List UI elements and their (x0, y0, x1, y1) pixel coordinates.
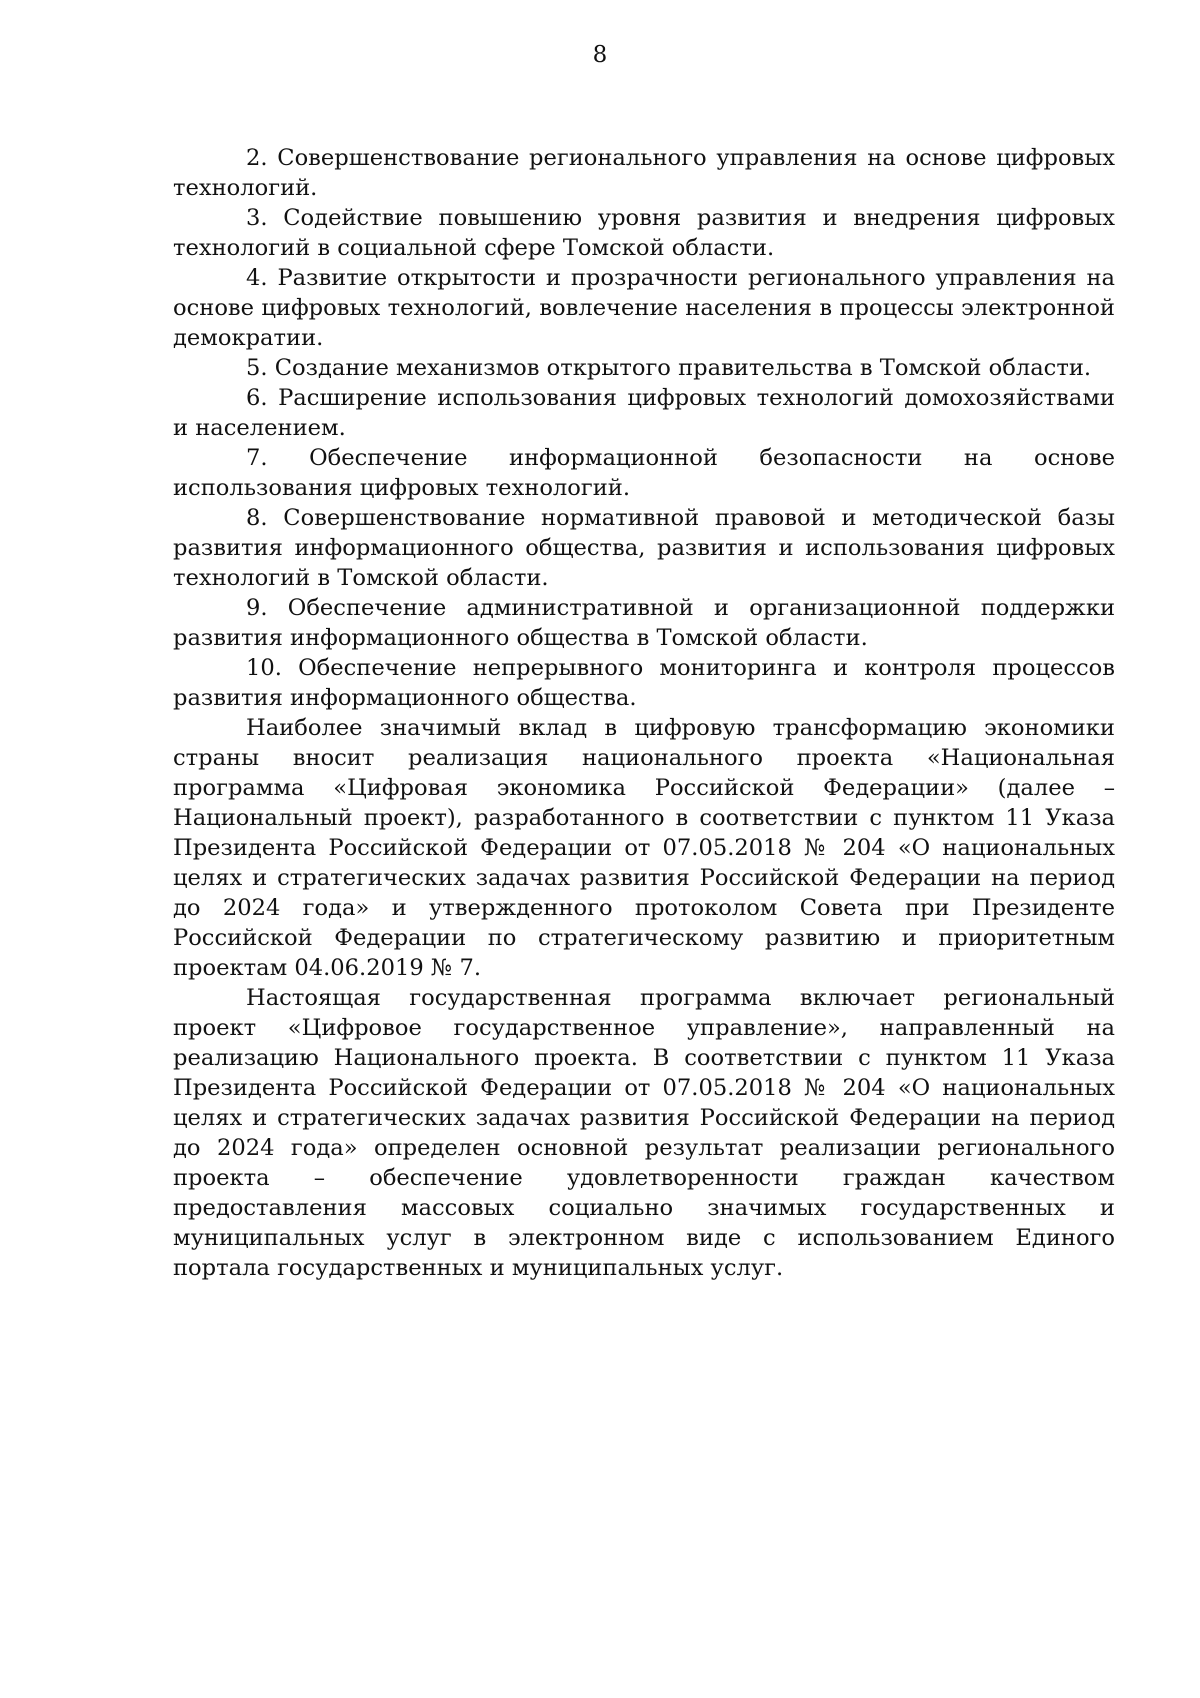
paragraph-regional-project: Настоящая государственная программа включает региональный проект «Цифровое государственное управление», направленный на реализацию Национального проекта. В соответствии с пунктом 11 Указа Президента Российской Федерации от 07.05.2018 № 204 «О национальных целях и стратегических задачах развития Российской Федерации на период до 2024 года» определен основной результат реализации регионального проекта – обеспечение удовлетворенности граждан качеством предоставления массовых социально значимых государственных и муниципальных услуг в электронном виде с использованием Единого портала государственных и муниципальных услуг. (173, 985, 1115, 1281)
list-item-2: 2. Совершенствование регионального управления на основе цифровых технологий. (173, 145, 1115, 201)
list-item-9: 9. Обеспечение административной и организационной поддержки развития информационного общества в Томской области. (173, 595, 1115, 651)
paragraph-national-project: Наиболее значимый вклад в цифровую трансформацию экономики страны вносит реализация национального проекта «Национальная программа «Цифровая экономика Российской Федерации» (далее – Национальный проект), разработанного в соответствии с пунктом 11 Указа Президента Российской Федерации от 07.05.2018 № 204 «О национальных целях и стратегических задачах развития Российской Федерации на период до 2024 года» и утвержденного протоколом Совета при Президенте Российской Федерации по стратегическому развитию и приоритетным проектам 04.06.2019 № 7. (173, 715, 1115, 981)
list-item-5: 5. Создание механизмов открытого правительства в Томской области. (246, 355, 1092, 381)
page-number: 8 (592, 42, 608, 68)
list-item-10: 10. Обеспечение непрерывного мониторинга и контроля процессов развития информационного общества. (173, 655, 1115, 711)
body-text (173, 143, 1115, 1283)
list-item-3: 3. Содействие повышению уровня развития и внедрения цифровых технологий в социальной сфере Томской области. (173, 205, 1115, 261)
list-item-8: 8. Совершенствование нормативной правовой и методической базы развития информационного общества, развития и использования цифровых технологий в Томской области. (173, 505, 1115, 591)
list-item-4: 4. Развитие открытости и прозрачности регионального управления на основе цифровых технологий, вовлечение населения в процессы электронной демократии. (173, 265, 1115, 351)
list-item-7: 7. Обеспечение информационной безопасности на основе использования цифровых технологий. (173, 445, 1115, 501)
list-item-6: 6. Расширение использования цифровых технологий домохозяйствами и населением. (173, 385, 1115, 441)
